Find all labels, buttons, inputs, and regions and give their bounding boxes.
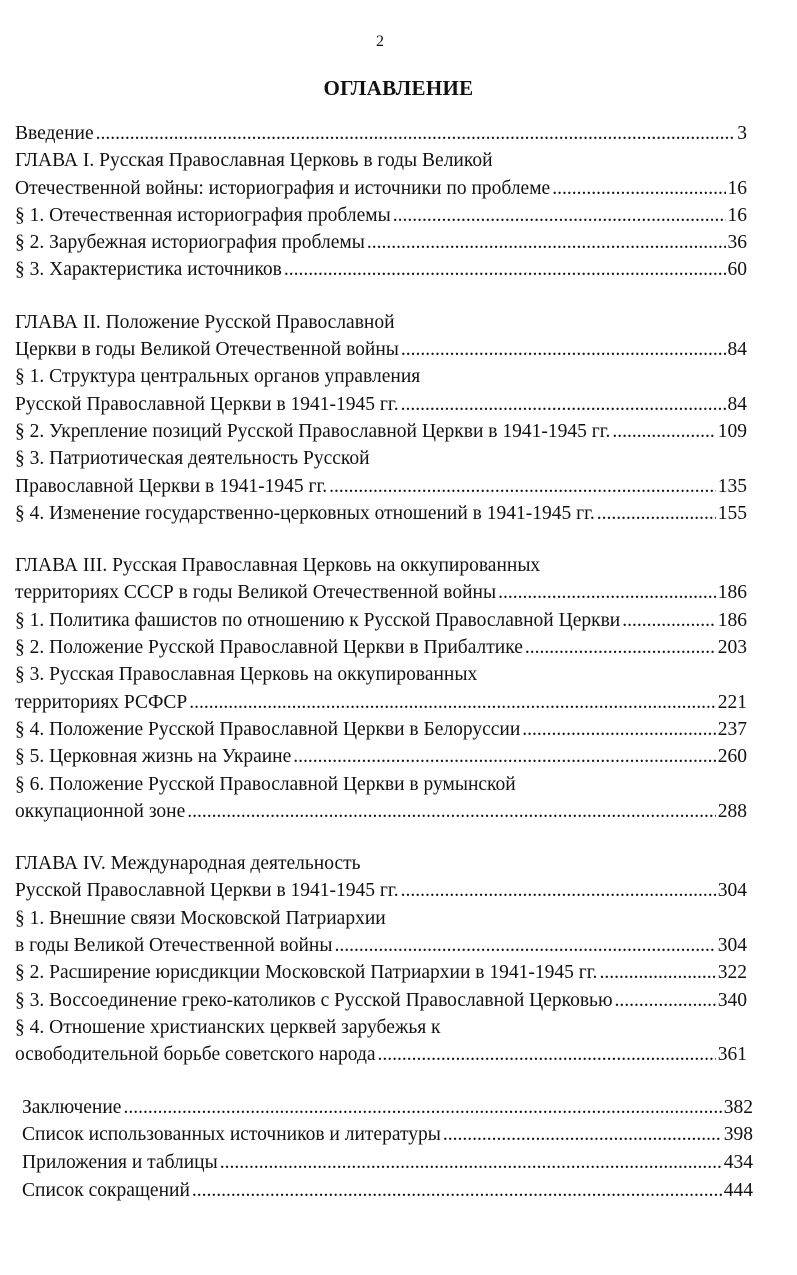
toc-page-number: 304 xyxy=(717,935,747,957)
dot-leader xyxy=(123,1094,721,1122)
toc-chapter-1 xyxy=(15,120,747,284)
chapter-entry xyxy=(15,579,747,606)
subsection-heading: § 1. Структура центральных органов управления xyxy=(15,366,421,388)
toc-chapter-4 xyxy=(15,850,747,1068)
toc-page-number: 155 xyxy=(717,502,747,524)
end-matter-entry xyxy=(22,1149,753,1177)
toc-entry-label: в годы Великой Отечественной войны xyxy=(15,935,333,957)
toc-entry-label: § 2. Расширение юрисдикции Московской Патриархии в 1941-1945 гг. xyxy=(15,962,598,984)
dot-leader xyxy=(192,1177,722,1205)
chapter-heading: ГЛАВА IV. Международная деятельность xyxy=(15,853,361,875)
toc-page-number: 109 xyxy=(717,420,747,442)
subsection-entry xyxy=(15,202,747,229)
toc-entry-label: Русской Православной Церкви в 1941-1945 гг. xyxy=(15,393,399,415)
subsection-heading: § 1. Внешние связи Московской Патриархии xyxy=(15,907,386,929)
subsection-heading: § 4. Отношение христианских церквей зарубежья к xyxy=(15,1016,441,1038)
toc-entry-label: оккупационной зоне xyxy=(15,800,186,822)
toc-entry-label: Заключение xyxy=(22,1096,122,1118)
toc-page-number: 3 xyxy=(737,123,747,144)
subsection-heading: § 6. Положение Русской Православной Церкви в румынской xyxy=(15,773,516,795)
toc-entry-label: Православной Церкви в 1941-1945 гг. xyxy=(15,475,328,497)
toc-page-number: 186 xyxy=(717,582,747,604)
dot-leader xyxy=(329,473,716,500)
dot-leader xyxy=(334,932,715,959)
dot-leader xyxy=(443,1121,722,1149)
toc-entry-label: Список использованных источников и литературы xyxy=(22,1124,441,1146)
subsection-heading: § 3. Патриотическая деятельность Русской xyxy=(15,448,370,470)
dot-leader xyxy=(615,987,716,1014)
dot-leader xyxy=(96,120,736,147)
subsection-entry xyxy=(15,391,747,418)
dot-leader xyxy=(597,500,716,527)
dot-leader xyxy=(378,1041,716,1068)
toc-page-number: 16 xyxy=(727,204,747,226)
end-matter-entry xyxy=(22,1121,753,1149)
toc-page-number: 221 xyxy=(717,691,747,713)
page-number: 2 xyxy=(376,33,384,50)
end-matter-entry xyxy=(22,1177,753,1205)
toc-entry-label: территориях РСФСР xyxy=(15,691,188,713)
subsection-entry xyxy=(15,634,747,661)
toc-entry-label: § 2. Укрепление позиций Русской Православной Церкви в 1941-1945 гг. xyxy=(15,420,611,442)
dot-leader xyxy=(525,634,716,661)
toc-entry-label: § 5. Церковная жизнь на Украине xyxy=(15,746,292,768)
toc-chapter-3 xyxy=(15,552,747,825)
dot-leader xyxy=(293,743,715,770)
toc-entry-label: Список сокращений xyxy=(22,1179,190,1201)
toc-page-number: 361 xyxy=(717,1044,747,1066)
subsection-entry xyxy=(15,607,747,634)
toc-entry-label: § 3. Характеристика источников xyxy=(15,259,282,281)
subsection-entry xyxy=(15,959,747,986)
dot-leader xyxy=(552,175,725,202)
chapter-heading: ГЛАВА I. Русская Православная Церковь в годы Великой xyxy=(15,150,493,172)
toc-page-number: 398 xyxy=(723,1124,753,1146)
dot-leader xyxy=(612,418,715,445)
toc-page-number: 84 xyxy=(727,339,747,361)
dot-leader xyxy=(393,202,726,229)
toc-page-number: 186 xyxy=(717,609,747,631)
chapter-heading: ГЛАВА II. Положение Русской Православной xyxy=(15,311,395,333)
toc-page-number: 237 xyxy=(717,718,747,740)
toc-page-number: 340 xyxy=(717,989,747,1011)
subsection-entry xyxy=(15,473,747,500)
toc-entry-label: § 4. Положение Русской Православной Церкви в Белоруссии xyxy=(15,718,521,740)
subsection-heading: § 3. Русская Православная Церковь на оккупированных xyxy=(15,664,478,686)
page-title: ОГЛАВЛЕНИЕ xyxy=(323,76,474,100)
toc-page-number: 382 xyxy=(723,1096,753,1118)
chapter-heading: ГЛАВА III. Русская Православная Церковь на оккупированных xyxy=(15,555,541,577)
dot-leader xyxy=(367,229,726,256)
toc-entry-label: § 1. Отечественная историография проблемы xyxy=(15,204,391,226)
toc-entry-label: § 3. Воссоединение греко-католиков с Русской Православной Церковью xyxy=(15,989,613,1011)
dot-leader xyxy=(189,689,715,716)
dot-leader xyxy=(401,391,726,418)
toc-page-number: 84 xyxy=(727,393,747,415)
toc-entry-introduction xyxy=(15,120,747,147)
subsection-entry xyxy=(15,229,747,256)
toc-page-number: 60 xyxy=(727,259,747,281)
toc-entry-label: § 2. Положение Русской Православной Церкви в Прибалтике xyxy=(15,637,523,659)
subsection-entry xyxy=(15,689,747,716)
subsection-entry xyxy=(15,932,747,959)
toc-entry-label: Отечественной войны: историография и источники по проблеме xyxy=(15,177,551,199)
dot-leader xyxy=(401,877,716,904)
dot-leader xyxy=(401,336,726,363)
dot-leader xyxy=(599,959,715,986)
dot-leader xyxy=(187,798,716,825)
toc-end-matter xyxy=(15,1094,753,1205)
subsection-entry xyxy=(15,987,747,1014)
chapter-entry xyxy=(15,336,747,363)
toc-page-number: 16 xyxy=(727,177,747,199)
dot-leader xyxy=(220,1149,722,1177)
toc-page-number: 444 xyxy=(723,1179,753,1201)
toc-entry-label: Приложения и таблицы xyxy=(22,1152,218,1174)
toc-chapter-2 xyxy=(15,309,747,527)
toc-entry-label: территориях СССР в годы Великой Отечественной войны xyxy=(15,582,497,604)
toc-page-number: 288 xyxy=(717,800,747,822)
dot-leader xyxy=(622,607,716,634)
dot-leader xyxy=(522,716,715,743)
toc-entry-label: освободительной борьбе советского народа xyxy=(15,1044,376,1066)
table-of-contents xyxy=(15,120,753,1205)
toc-page-number: 135 xyxy=(717,475,747,497)
toc-entry-label: § 1. Политика фашистов по отношению к Русской Православной Церкви xyxy=(15,609,621,631)
subsection-entry xyxy=(15,256,747,283)
toc-entry-label: § 2. Зарубежная историография проблемы xyxy=(15,232,365,254)
chapter-entry xyxy=(15,175,747,202)
toc-page-number: 322 xyxy=(717,962,747,984)
chapter-entry xyxy=(15,877,747,904)
subsection-entry xyxy=(15,743,747,770)
toc-page-number: 434 xyxy=(723,1152,753,1174)
dot-leader xyxy=(284,256,726,283)
subsection-entry xyxy=(15,716,747,743)
subsection-entry xyxy=(15,418,747,445)
toc-entry-label: Введение xyxy=(15,123,94,144)
toc-page-number: 260 xyxy=(717,746,747,768)
toc-page-number: 304 xyxy=(717,880,747,902)
toc-page-number: 36 xyxy=(727,232,747,254)
toc-entry-label: Русской Православной Церкви в 1941-1945 гг. xyxy=(15,880,399,902)
subsection-entry xyxy=(15,500,747,527)
subsection-entry xyxy=(15,1041,747,1068)
toc-entry-label: § 4. Изменение государственно-церковных отношений в 1941-1945 гг. xyxy=(15,502,595,524)
subsection-entry xyxy=(15,798,747,825)
end-matter-entry xyxy=(22,1094,753,1122)
toc-page-number: 203 xyxy=(717,637,747,659)
toc-entry-label: Церкви в годы Великой Отечественной войны xyxy=(15,339,399,361)
dot-leader xyxy=(498,579,716,606)
